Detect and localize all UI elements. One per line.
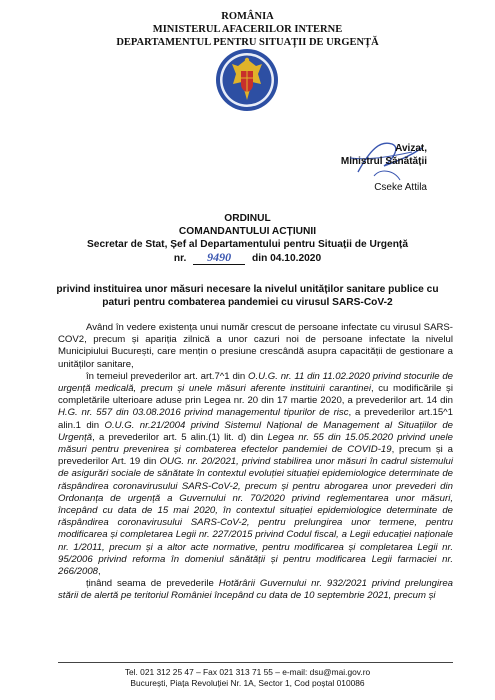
text-segment: ,: [98, 566, 101, 578]
text-segment: în temeiul prevederilor art. art.7^1 din: [86, 370, 249, 382]
order-number-prefix: nr.: [173, 253, 187, 264]
order-issuer-role: Secretar de Stat, Șef al Departamentului pentru Situații de Urgență: [87, 239, 408, 250]
law-reference: Legea nr. 55 din 15.05.2020 privind unele măsuri pentru prevenirea și combaterea efectelor pandemiei de COVID-19: [58, 431, 453, 456]
footer-contact: Tel. 021 312 25 47 – Fax 021 313 71 55 – e-mail: dsu@mai.gov.ro: [124, 667, 371, 677]
law-reference: OUG. nr. 20/2021, privind stabilirea unor măsuri în cadrul sistemului de asigurări sociale de sănătate în contextul evoluției situației epidemiologice determinate de răspândirea coronavirusului SARS-CoV-2, precum și pentru abrogarea unor prevederi din Ordonanța de urgență a Guvernului nr. 70/2020 privind reglementarea unor măsuri, începând cu data de 15 mai 2020, în contextul situației epidemiologice determinate de răspândirea coronavirusului SARS-CoV-2, pentru prelungirea unor termene, pentru modificarea și completarea Legii nr. 227/2015 privind Codul fiscal, a Legii educației naționale nr. 1/2011, precum și a altor acte normative, pentru modificarea și completarea Legii nr. 95/2006 privind reforma în domeniul sănătății și pentru modificarea Legii farmaciei nr. 266/2008: [58, 456, 453, 578]
law-reference: Hotărârii Guvernului nr. 932/2021 privind prelungirea stării de alertă pe teritoriul României începând cu data de 10 septembrie 2021, precum și: [58, 578, 454, 602]
order-date-prefix: din: [252, 253, 268, 264]
text-segment: , a prevederilor art.15^1 alin.1 din: [58, 407, 453, 431]
coat-of-arms-icon: [214, 44, 280, 116]
law-reference: O.U.G. nr. 11 din 11.02.2020 privind stocurile de urgență medicală, precum și unele măsuri aferente instituirii carantinei: [58, 370, 453, 395]
paragraph-legal-basis: [58, 371, 453, 578]
approval-name: Cseke Attila: [374, 182, 427, 193]
header-country: ROMÂNIA: [221, 11, 274, 22]
order-issuer: COMANDANTULUI ACȚIUNII: [178, 226, 317, 237]
order-title: ORDINUL: [224, 213, 271, 224]
text-segment: ținând seama de prevederile: [86, 578, 219, 590]
order-date: 04.10.2020: [270, 253, 322, 264]
footer-address: București, Piața Revoluției Nr. 1A, Sector 1, Cod poștal 010086: [130, 678, 365, 688]
order-number-line: [0, 251, 495, 265]
text-segment: , cu modificările și completările ulterioare aduse prin Legea nr. 20 din 17 martie 2020, a prevederilor art. 14 din: [58, 383, 453, 407]
header-ministry: MINISTERUL AFACERILOR INTERNE: [152, 24, 343, 35]
footer-divider: [58, 662, 453, 663]
header-department: DEPARTAMENTUL PENTRU SITUAȚII DE URGENȚĂ: [116, 37, 379, 48]
paragraph-context: Având în vedere existența unui număr crescut de persoane infectate cu virusul SARS-COV2, precum și apariția zilnică a unor cazuri noi de persoane infectate la nivelul Municipiului București, care mențin o presiune crescândă asupra capacității de gestionare a unităților sanitare,: [58, 322, 453, 370]
text-segment: , a prevederilor art. 5 alin.(1) lit. d) din: [92, 431, 268, 443]
text-segment: , precum și a prevederilor Art. 19 din: [58, 444, 453, 468]
approval-label: Avizat,: [395, 143, 427, 154]
order-subject-line2: paturi pentru combaterea pandemiei cu virusul SARS-CoV-2: [102, 297, 393, 308]
document-body: [58, 322, 453, 603]
order-subject-line1: privind instituirea unor măsuri necesare la nivelul unităților sanitare publice cu: [56, 284, 439, 295]
law-reference: O.U.G. nr.21/2004 privind Sistemul Național de Management al Situațiilor de Urgență: [58, 419, 453, 443]
approval-title: Ministrul Sănătății: [340, 156, 427, 167]
order-number-handwritten: 9490: [193, 251, 245, 265]
law-reference: H.G. nr. 557 din 03.08.2016 privind managementul tipurilor de risc: [58, 407, 349, 419]
paragraph-considering: [58, 578, 453, 602]
